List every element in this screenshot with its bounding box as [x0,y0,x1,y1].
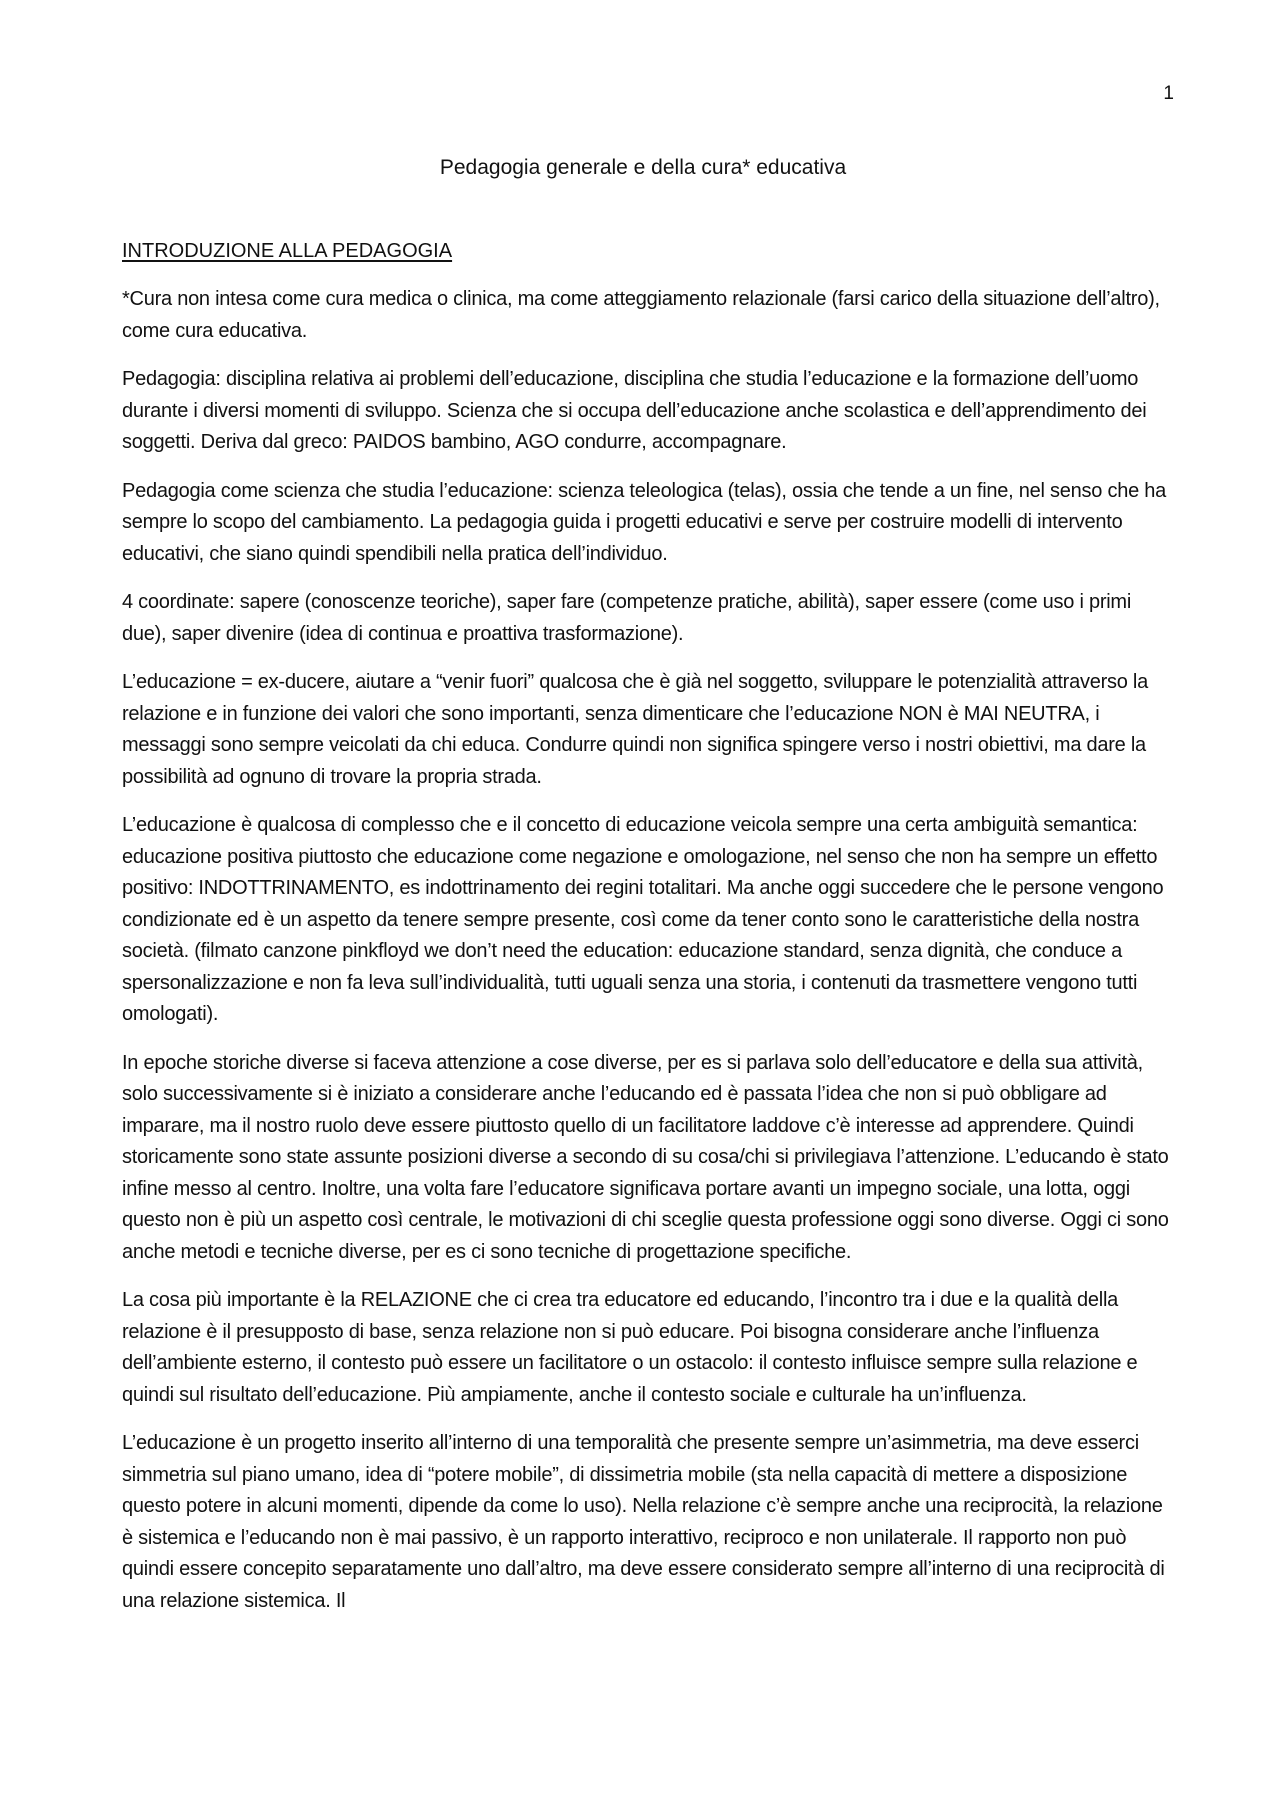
paragraph-coordinate: 4 coordinate: sapere (conoscenze teoriche), saper fare (competenze pratiche, abilità), saper essere (come uso i primi due), saper divenire (idea di continua e proattiva trasformazione). [122,591,1132,645]
paragraph-epoche-storiche: In epoche storiche diverse si faceva attenzione a cose diverse, per es si parlava solo dell’educatore e della sua attività, solo successivamente si è iniziato a considerare anche l’educando ed è passata l’idea che non si può obbligare ad imparare, ma il nostro ruolo deve essere piuttosto quello di un facilitatore laddove c’è interesse ad apprendere. Quindi storicamente sono state assunte posizioni diverse a secondo di su cosa/chi si privilegiava l’attenzione. L’educando è stato infine messo al centro. Inoltre, una volta fare l’educatore significava portare avanti un impegno sociale, una lotta, oggi questo non è più un aspetto così centrale, le motivazioni di chi sceglie questa professione oggi sono diverse. Oggi ci sono anche metodi e tecniche diverse, per es ci sono tecniche di progettazione specifiche. [122,1051,1169,1263]
paragraph-ambiguita: L’educazione è qualcosa di complesso che e il concetto di educazione veicola sempre una certa ambiguità semantica: educazione positiva piuttosto che educazione come negazione e omologazione, nel senso che non ha sempre un effetto positivo: INDOTTRINAMENTO, es indottrinamento dei regini totalitari. Ma anche oggi succedere che le persone vengono condizionate ed è un aspetto da tenere sempre presente, così come da tener conto sono le caratteristiche della nostra società. (filmato canzone pinkfloyd we don’t need the education: educazione standard, senza dignità, che conduce a spersonalizzazione e non fa leva sull’individualità, tutti uguali senza una storia, i contenuti da trasmettere vengono tutti omologati). [122,814,1164,1025]
section-heading: INTRODUZIONE ALLA PEDAGOGIA [122,240,453,262]
page-number: 1 [1163,83,1174,104]
paragraph-ex-ducere: L’educazione = ex-ducere, aiutare a “venir fuori” qualcosa che è già nel soggetto, sviluppare le potenzialità attraverso la relazione e in funzione dei valori che sono importanti, senza dimenticare che l’educazione NON è MAI NEUTRA, i messaggi sono sempre veicolati da chi educa. Condurre quindi non significa spingere verso i nostri obiettivi, ma dare la possibilità ad ognuno di trovare la propria strada. [122,671,1148,788]
paragraph-relazione: La cosa più importante è la RELAZIONE che ci crea tra educatore ed educando, l’incontro tra i due e la qualità della relazione è il presupposto di base, senza relazione non si può educare. Poi bisogna considerare anche l’influenza dell’ambiente esterno, il contesto può essere un facilitatore o un ostacolo: il contesto influisce sempre sulla relazione e quindi sul risultato dell’educazione. Più ampiamente, anche il contesto sociale e culturale ha un’influenza. [122,1289,1138,1406]
paragraph-temporalita: L’educazione è un progetto inserito all’interno di una temporalità che presente sempre un’asimmetria, ma deve esserci simmetria sul piano umano, idea di “potere mobile”, di dissimetria mobile (sta nella capacità di mettere a disposizione questo potere in alcuni momenti, dipende da come lo uso). Nella relazione c’è sempre anche una reciprocità, la relazione è sistemica e l’educando non è mai passivo, è un rapporto interattivo, reciproco e non unilaterale. Il rapporto non può quindi essere concepito separatamente uno dall’altro, ma deve essere considerato sempre all’interno di una reciprocità di una relazione sistemica. Il [122,1432,1165,1612]
document-title: Pedagogia generale e della cura* educativa [439,156,847,179]
document-body [122,284,1174,1634]
paragraph-pedagogia-definition: Pedagogia: disciplina relativa ai problemi dell’educazione, disciplina che studia l’educazione e la formazione dell’uomo durante i diversi momenti di sviluppo. Scienza che si occupa dell’educazione anche scolastica e dell’apprendimento dei soggetti. Deriva dal greco: PAIDOS bambino, AGO condurre, accompagnare. [122,368,1147,453]
paragraph-cura-note: *Cura non intesa come cura medica o clinica, ma come atteggiamento relazionale (farsi carico della situazione dell’altro), come cura educativa. [122,288,1160,342]
paragraph-pedagogia-scienza: Pedagogia come scienza che studia l’educazione: scienza teleologica (telas), ossia che tende a un fine, nel senso che ha sempre lo scopo del cambiamento. La pedagogia guida i progetti educativi e serve per costruire modelli di intervento educativi, che siano quindi spendibili nella pratica dell’individuo. [122,479,1167,565]
